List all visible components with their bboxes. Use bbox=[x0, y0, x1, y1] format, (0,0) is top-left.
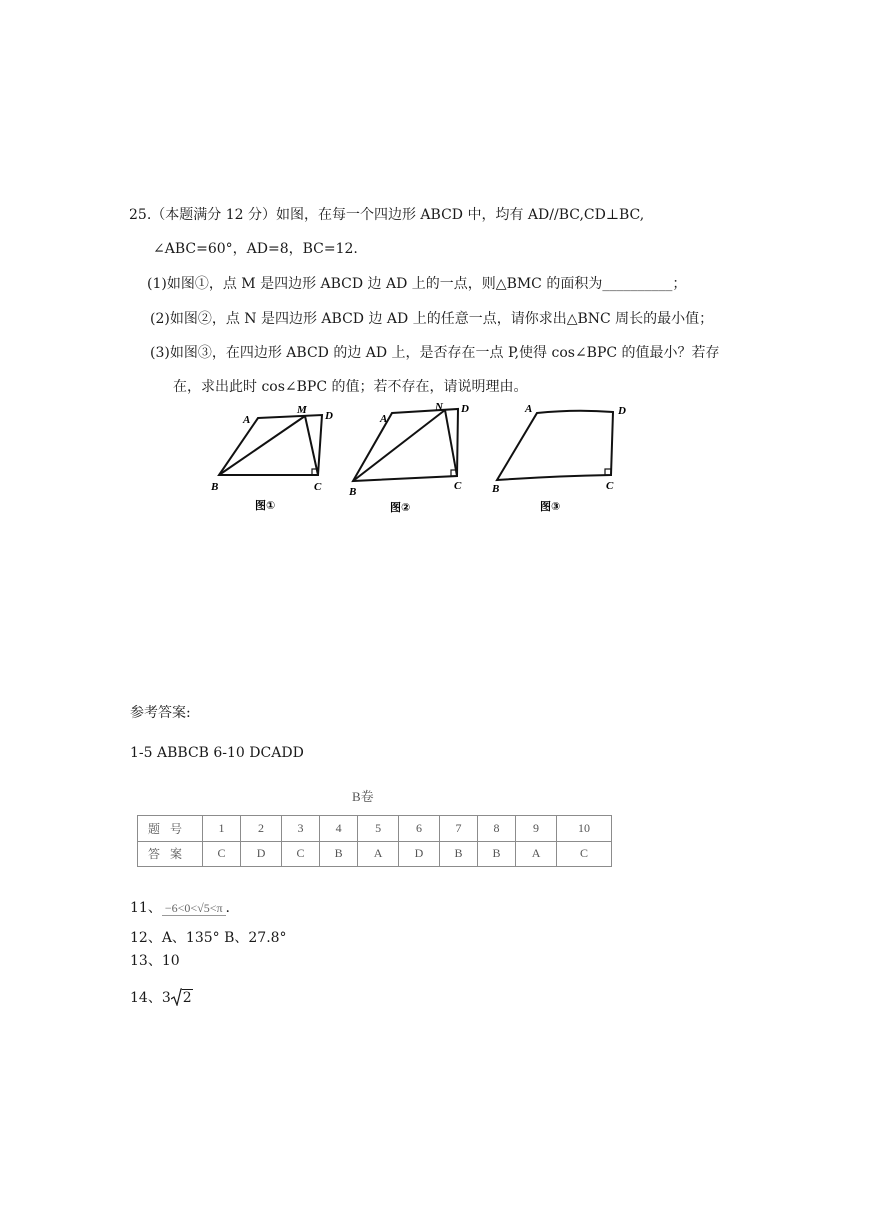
answers-multiple-choice: 1-5 ABBCB 6-10 DCADD bbox=[130, 745, 304, 761]
question-part-3b: 在，求出此时 cos∠BPC 的值；若不存在，请说明理由。 bbox=[173, 379, 528, 395]
answer-11-value: −6<0<√5<π bbox=[162, 901, 226, 916]
figure-1 bbox=[219, 415, 322, 475]
quadrilateral-abcd-2 bbox=[353, 409, 458, 481]
table-cell: A bbox=[358, 841, 399, 867]
table-cell: C bbox=[203, 841, 241, 867]
table-cell: B bbox=[478, 841, 516, 867]
table-cell: 3 bbox=[281, 816, 319, 842]
label-n: N bbox=[435, 401, 443, 413]
segment-nc bbox=[445, 410, 457, 476]
answer-11-label: 11、 bbox=[130, 900, 162, 916]
label-c-2: C bbox=[454, 480, 462, 492]
table-cell: 6 bbox=[399, 816, 440, 842]
answer-table bbox=[137, 815, 612, 867]
table-cell: 9 bbox=[516, 816, 557, 842]
radical-sign-icon bbox=[171, 988, 182, 1006]
answer-11-tail: . bbox=[225, 900, 230, 916]
table-cell: 1 bbox=[203, 816, 241, 842]
segment-mc bbox=[305, 416, 318, 475]
label-a-3: A bbox=[525, 403, 533, 415]
table-cell: B bbox=[320, 841, 358, 867]
answer-14 bbox=[130, 987, 193, 1007]
question-line-1: 25.（本题满分 12 分）如图，在每一个四边形 ABCD 中，均有 AD//BC,CD⊥BC, bbox=[129, 207, 645, 223]
square-root bbox=[171, 988, 193, 1006]
question-line-2: ∠ABC=60°，AD=8，BC=12. bbox=[153, 241, 358, 257]
table-header-answer: 答案 bbox=[138, 841, 203, 867]
label-b-3: B bbox=[492, 483, 500, 495]
caption-fig-1: 图① bbox=[255, 499, 276, 512]
question-part-1: (1)如图①，点 M 是四边形 ABCD 边 AD 上的一点，则△BMC 的面积为__________； bbox=[147, 276, 687, 292]
table-cell: C bbox=[281, 841, 319, 867]
table-cell: 4 bbox=[320, 816, 358, 842]
table-cell: 8 bbox=[478, 816, 516, 842]
label-a-1: A bbox=[243, 414, 251, 426]
answer-14-label: 14、3 bbox=[130, 990, 171, 1006]
figure-3 bbox=[497, 411, 613, 480]
label-d-2: D bbox=[461, 403, 469, 415]
table-cell: D bbox=[241, 841, 282, 867]
quadrilateral-abcd-3 bbox=[497, 411, 613, 480]
answer-12: 12、A、135° B、27.8° bbox=[130, 930, 287, 946]
table-row bbox=[138, 841, 612, 867]
label-b-1: B bbox=[211, 481, 219, 493]
caption-fig-2: 图② bbox=[390, 501, 411, 514]
table-cell: C bbox=[556, 841, 611, 867]
table-cell: 2 bbox=[241, 816, 282, 842]
table-cell: 7 bbox=[439, 816, 477, 842]
table-cell: A bbox=[516, 841, 557, 867]
table-cell: 10 bbox=[556, 816, 611, 842]
label-c-3: C bbox=[606, 480, 614, 492]
question-part-3a: (3)如图③，在四边形 ABCD 的边 AD 上，是否存在一点 P,使得 cos∠BPC 的值最小？若存 bbox=[150, 345, 720, 361]
segment-bn bbox=[353, 410, 445, 481]
geometry-figures bbox=[205, 398, 645, 520]
table-cell: 5 bbox=[358, 816, 399, 842]
table-cell: D bbox=[399, 841, 440, 867]
table-cell: B bbox=[439, 841, 477, 867]
label-d-3: D bbox=[618, 405, 626, 417]
question-part-2: (2)如图②，点 N 是四边形 ABCD 边 AD 上的任意一点，请你求出△BNC 周长的最小值； bbox=[150, 311, 714, 327]
label-b-2: B bbox=[349, 486, 357, 498]
label-m: M bbox=[297, 404, 307, 416]
segment-bm bbox=[219, 416, 305, 475]
radicand: 2 bbox=[182, 990, 192, 1006]
table-row bbox=[138, 816, 612, 842]
table-header-number: 题号 bbox=[138, 816, 203, 842]
label-c-1: C bbox=[314, 481, 322, 493]
answer-13: 13、10 bbox=[130, 953, 180, 969]
label-d-1: D bbox=[325, 410, 333, 422]
answers-heading: 参考答案: bbox=[130, 705, 191, 721]
b-section-title: B卷 bbox=[352, 789, 374, 804]
answer-11 bbox=[130, 897, 230, 917]
figure-2 bbox=[353, 409, 458, 481]
label-a-2: A bbox=[380, 413, 388, 425]
caption-fig-3: 图③ bbox=[540, 500, 561, 513]
